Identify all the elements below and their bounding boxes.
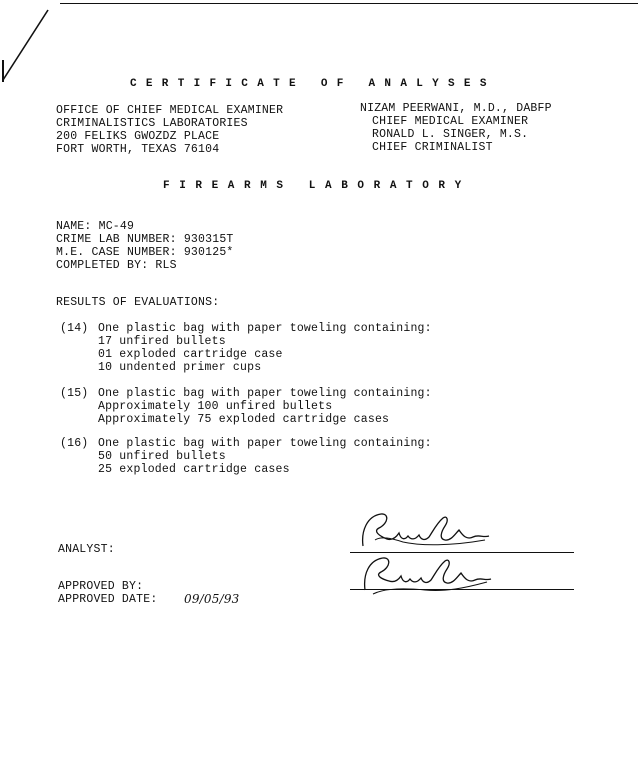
approved-date-value: 09/05/93 bbox=[184, 592, 240, 606]
staff-line-3: RONALD L. SINGER, M.S. bbox=[372, 128, 529, 141]
analyst-label: ANALYST: bbox=[58, 543, 115, 556]
completed-by: COMPLETED BY: RLS bbox=[56, 259, 177, 272]
staff-line-1: NIZAM PEERWANI, M.D., DABFP bbox=[360, 102, 552, 115]
item-15-content-1: Approximately 100 unfired bullets bbox=[98, 400, 333, 413]
staff-line-4: CHIEF CRIMINALIST bbox=[372, 141, 493, 154]
item-15-content-2: Approximately 75 exploded cartridge cases bbox=[98, 413, 390, 426]
results-heading: RESULTS OF EVALUATIONS: bbox=[56, 296, 220, 309]
item-14-description: One plastic bag with paper toweling containing: bbox=[98, 322, 432, 335]
certificate-title: CERTIFICATE OF ANALYSES bbox=[130, 78, 496, 90]
office-line-1: OFFICE OF CHIEF MEDICAL EXAMINER bbox=[56, 104, 284, 117]
item-16-number: (16) bbox=[60, 437, 89, 450]
page-corner-mark bbox=[0, 0, 638, 90]
approved-by-label: APPROVED BY: bbox=[58, 580, 144, 593]
item-16-content-1: 50 unfired bullets bbox=[98, 450, 226, 463]
staff-line-2: CHIEF MEDICAL EXAMINER bbox=[372, 115, 529, 128]
office-line-3: 200 FELIKS GWOZDZ PLACE bbox=[56, 130, 220, 143]
lab-title: FIREARMS LABORATORY bbox=[163, 180, 471, 192]
approver-signature bbox=[355, 552, 505, 602]
item-15-number: (15) bbox=[60, 387, 89, 400]
item-16-description: One plastic bag with paper toweling containing: bbox=[98, 437, 432, 450]
item-14-content-2: 01 exploded cartridge case bbox=[98, 348, 283, 361]
item-16-content-2: 25 exploded cartridge cases bbox=[98, 463, 290, 476]
item-14-content-1: 17 unfired bullets bbox=[98, 335, 226, 348]
me-case-number: M.E. CASE NUMBER: 930125* bbox=[56, 246, 234, 259]
crime-lab-number: CRIME LAB NUMBER: 930315T bbox=[56, 233, 234, 246]
item-14-content-3: 10 undented primer cups bbox=[98, 361, 262, 374]
office-line-2: CRIMINALISTICS LABORATORIES bbox=[56, 117, 248, 130]
item-15-description: One plastic bag with paper toweling containing: bbox=[98, 387, 432, 400]
office-line-4: FORT WORTH, TEXAS 76104 bbox=[56, 143, 220, 156]
case-name: NAME: MC-49 bbox=[56, 220, 135, 233]
approved-date-label: APPROVED DATE: bbox=[58, 593, 158, 606]
item-14-number: (14) bbox=[60, 322, 89, 335]
